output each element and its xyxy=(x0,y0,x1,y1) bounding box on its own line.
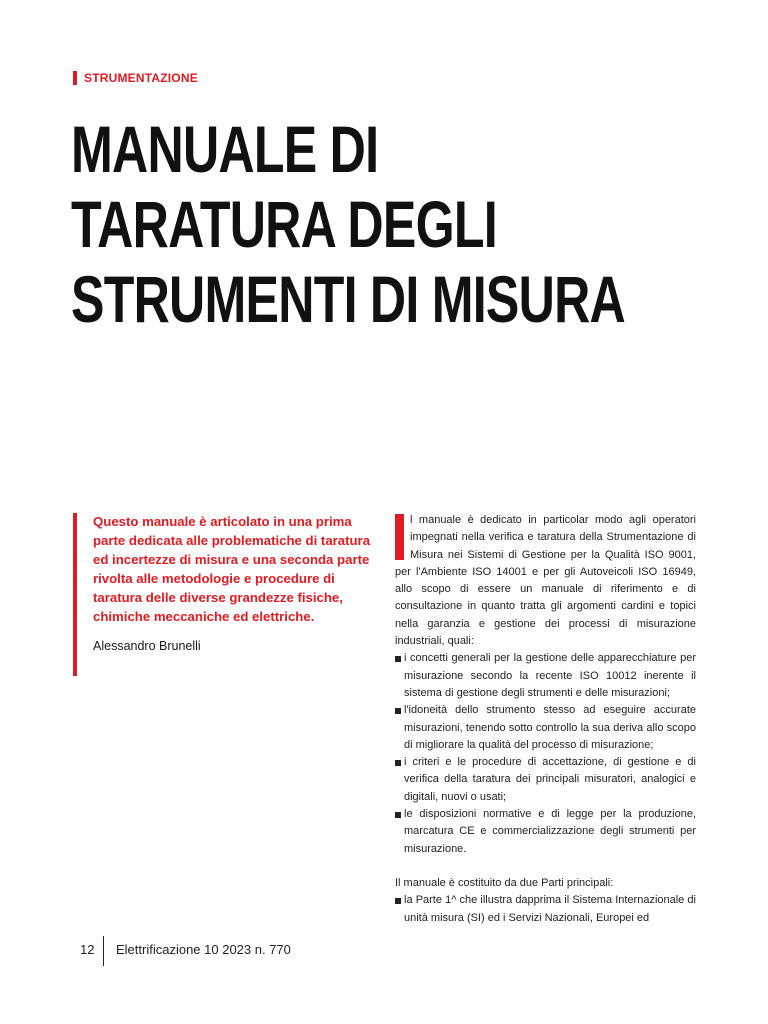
section-label: STRUMENTAZIONE xyxy=(84,71,198,85)
title-line-2: TARATURA DEGLI xyxy=(71,187,497,261)
page-number: 12 xyxy=(80,942,95,957)
bullet-list-1 xyxy=(395,650,696,858)
drop-cap xyxy=(395,514,404,560)
body-paragraph-2: Il manuale è costituito da due Parti principali: xyxy=(395,876,614,889)
list-item: i concetti generali per la gestione delle apparecchiature per misurazione secondo la recente ISO 10012 inerente il sistema di gestione degli strumenti e delle misurazioni; xyxy=(395,650,696,702)
magazine-issue: Elettrificazione 10 2023 n. 770 xyxy=(116,942,291,957)
title-line-3: STRUMENTI DI MISURA xyxy=(71,262,626,336)
section-marker xyxy=(73,71,77,85)
intro-accent-bar xyxy=(73,513,77,676)
list-item: l'idoneità dello strumento stesso ad eseguire accurate misurazioni, tenendo sotto controllo la sua deriva allo scopo di migliorare la qualità del processo di misurazione; xyxy=(395,702,696,754)
footer-divider xyxy=(103,936,104,966)
intro-summary: Questo manuale è articolato in una prima parte dedicata alle problematiche di taratura ed incertezze di misura e una seconda parte rivolta alle metodologie e procedure di taratura delle diverse grandezze fisiche, chimiche meccaniche ed elettriche. xyxy=(93,514,371,624)
list-item: la Parte 1^ che illustra dapprima il Sistema Internazionale di unità misura (SI) ed i Servizi Nazionali, Europei ed xyxy=(395,892,696,927)
article-body xyxy=(395,512,696,927)
bullet-list-2 xyxy=(395,892,696,927)
title-line-1: MANUALE DI xyxy=(71,112,379,186)
author-name: Alessandro Brunelli xyxy=(93,639,201,653)
body-paragraph-1: l manuale è dedicato in particolar modo agli operatori impegnati nella verifica e taratura della Strumentazione di Misura nei Sistemi di Gestione per la Qualità ISO 9001, per l'Ambiente ISO 14001 e per gli Autoveicoli ISO 16949, allo scopo di essere un manuale di riferimento e di consultazione in quanto tratta gli argomenti cardini e topici nella garanzia e gestione dei processi di misurazione industriali, quali: xyxy=(395,514,696,648)
list-item: i criteri e le procedure di accettazione, di gestione e di verifica della taratura dei principali misuratori, analogici e digitali, nuovi o usati; xyxy=(395,754,696,806)
list-item: le disposizioni normative e di legge per la produzione, marcatura CE e commercializzazione degli strumenti per misurazione. xyxy=(395,806,696,858)
article-title xyxy=(71,112,626,337)
